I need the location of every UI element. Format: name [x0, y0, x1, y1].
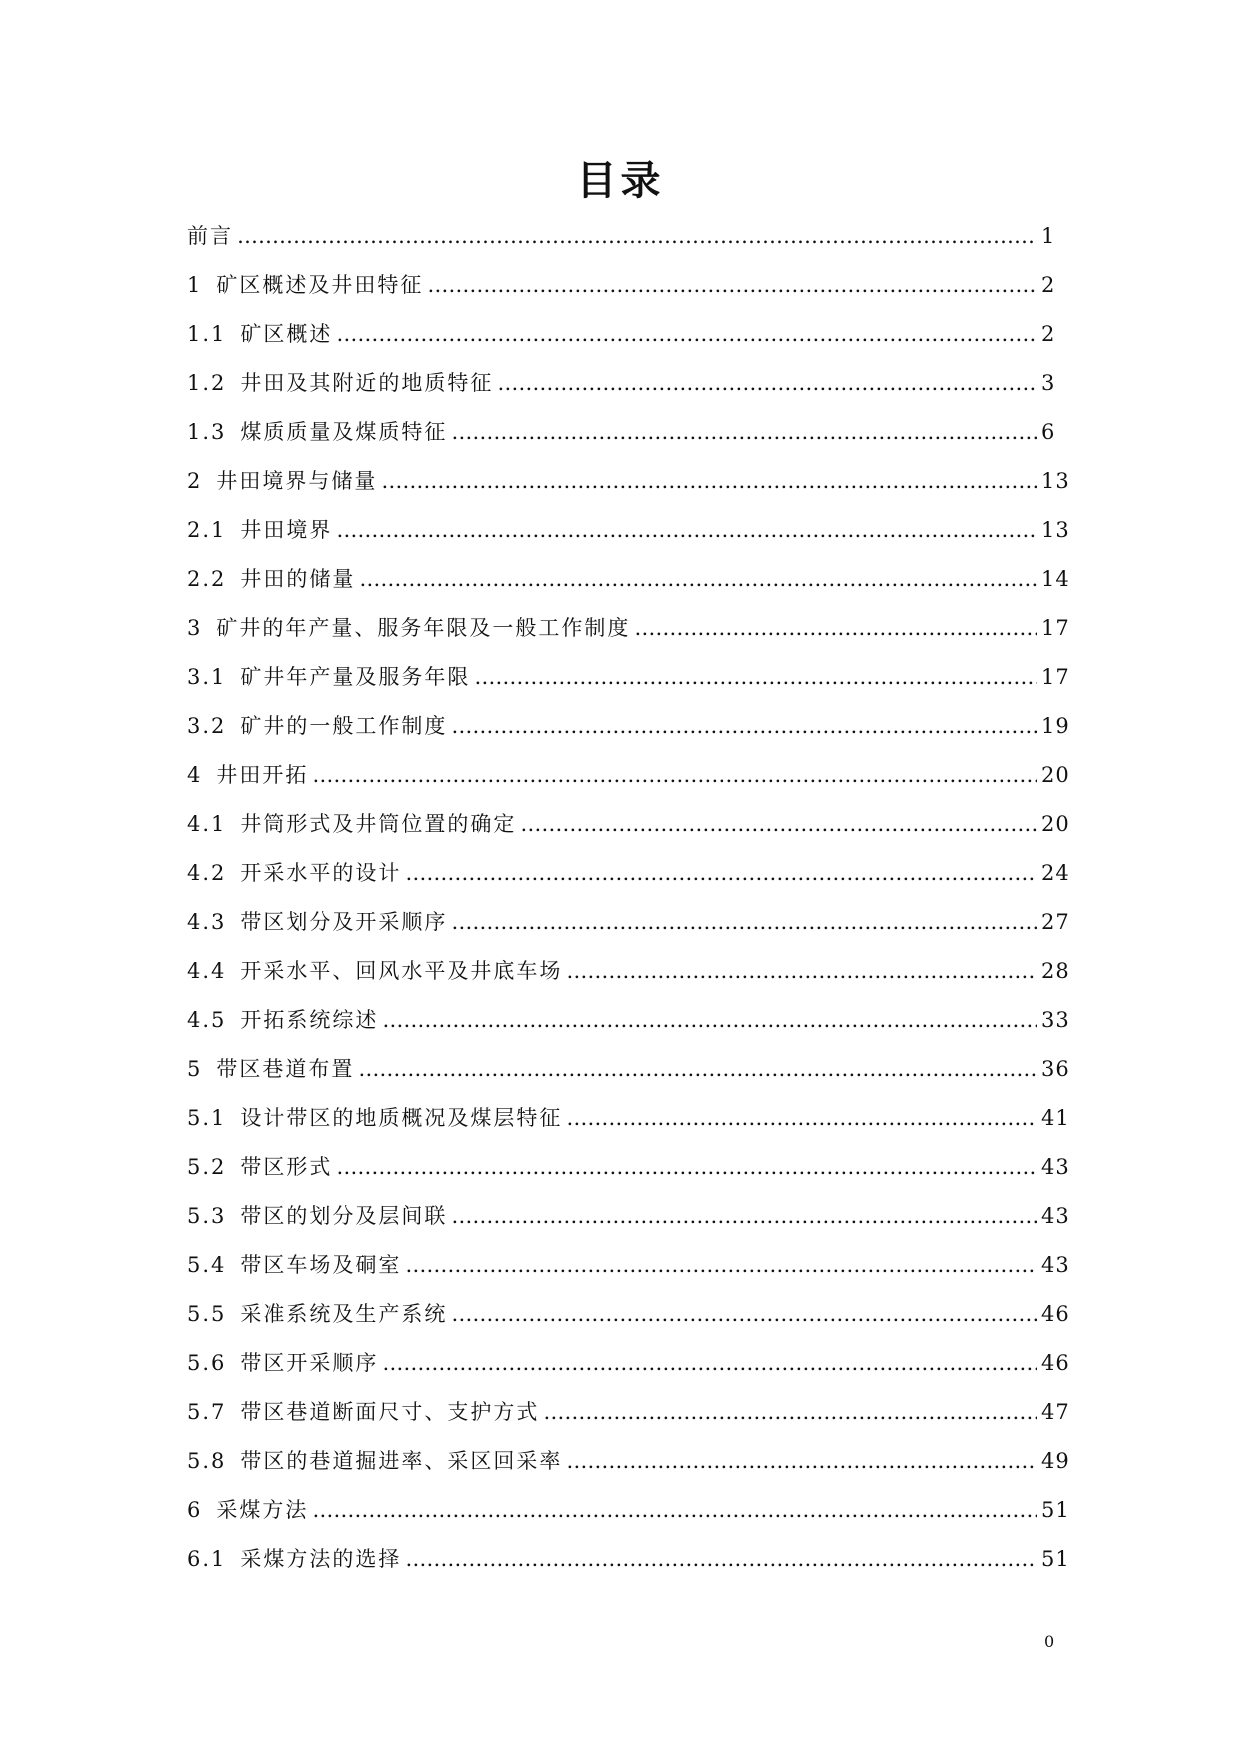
toc-entry-page: 24: [1041, 861, 1070, 885]
toc-entry-page: 33: [1041, 1008, 1070, 1032]
toc-leader-dots: [497, 371, 1037, 395]
toc-entry-number: 5.2: [187, 1155, 227, 1179]
toc-entry-number: 1: [187, 273, 203, 297]
toc-entry-page: 2: [1041, 322, 1056, 346]
toc-entry-page: 43: [1041, 1204, 1070, 1228]
toc-entry-label: 开采水平的设计: [240, 861, 402, 885]
toc-entry-page: 43: [1041, 1155, 1070, 1179]
toc-leader-dots: [382, 1351, 1037, 1375]
toc-entry-page: 6: [1041, 420, 1056, 444]
toc-entry[interactable]: [187, 269, 1055, 318]
toc-leader-dots: [451, 420, 1037, 444]
toc-entry-number: 3: [187, 616, 203, 640]
toc-entry-label: 采煤方法: [216, 1498, 309, 1522]
toc-entry-label: 井筒形式及井筒位置的确定: [240, 812, 517, 836]
toc-entry-number: 4.5: [187, 1008, 227, 1032]
toc-entry-number: 1.1: [187, 322, 227, 346]
toc-entry-number: 5.1: [187, 1106, 227, 1130]
toc-entry-page: 28: [1041, 959, 1070, 983]
toc-entry-number: 5.5: [187, 1302, 227, 1326]
toc-leader-dots: [451, 910, 1037, 934]
toc-entry-number: 5: [187, 1057, 203, 1081]
toc-entry-page: 51: [1041, 1498, 1070, 1522]
toc-leader-dots: [336, 518, 1037, 542]
toc-entry[interactable]: [187, 759, 1070, 808]
toc-entry-label: 前言: [187, 224, 233, 248]
toc-entry[interactable]: [187, 1494, 1070, 1543]
toc-entry-label: 采准系统及生产系统: [240, 1302, 448, 1326]
toc-entry[interactable]: [187, 1004, 1070, 1053]
toc-entry[interactable]: [187, 514, 1070, 563]
toc-entry[interactable]: [187, 906, 1070, 955]
toc-leader-dots: [451, 1204, 1037, 1228]
toc-entry-label: 井田境界与储量: [216, 469, 378, 493]
toc-entry-label: 煤质质量及煤质特征: [240, 420, 448, 444]
toc-entry[interactable]: [187, 563, 1070, 612]
toc-leader-dots: [312, 1498, 1037, 1522]
toc-entry-number: 4.2: [187, 861, 227, 885]
toc-entry-label: 井田及其附近的地质特征: [240, 371, 494, 395]
toc-entry-label: 带区巷道布置: [216, 1057, 355, 1081]
toc-entry-label: 开采水平、回风水平及井底车场: [240, 959, 563, 983]
toc-leader-dots: [358, 1057, 1037, 1081]
toc-entry-label: 矿区概述: [240, 322, 333, 346]
toc-entry[interactable]: [187, 1543, 1070, 1592]
toc-leader-dots: [474, 665, 1037, 689]
toc-leader-dots: [566, 959, 1037, 983]
toc-entry-label: 带区的划分及层间联: [240, 1204, 448, 1228]
toc-entry-label: 带区形式: [240, 1155, 333, 1179]
toc-leader-dots: [336, 322, 1037, 346]
toc-leader-dots: [566, 1449, 1037, 1473]
toc-entry-number: 1.2: [187, 371, 227, 395]
toc-entry-label: 矿井的一般工作制度: [240, 714, 448, 738]
toc-entry-number: 4.4: [187, 959, 227, 983]
toc-entry-number: 6.1: [187, 1547, 227, 1571]
toc-entry[interactable]: [187, 1396, 1070, 1445]
toc-entry-label: 设计带区的地质概况及煤层特征: [240, 1106, 563, 1130]
toc-leader-dots: [359, 567, 1037, 591]
page-title: 目录: [576, 158, 665, 204]
toc-entry[interactable]: [187, 367, 1055, 416]
toc-entry-page: 13: [1041, 518, 1070, 542]
toc-entry-number: 5.8: [187, 1449, 227, 1473]
toc-leader-dots: [634, 616, 1037, 640]
toc-entry-label: 井田境界: [240, 518, 333, 542]
toc-entry-number: 1.3: [187, 420, 227, 444]
toc-entry[interactable]: [187, 1445, 1070, 1494]
toc-entry-page: 17: [1041, 665, 1070, 689]
toc-entry-label: 矿井的年产量、服务年限及一般工作制度: [216, 616, 631, 640]
toc-entry-label: 采煤方法的选择: [240, 1547, 402, 1571]
toc-entry-number: 4.3: [187, 910, 227, 934]
toc-entry-page: 2: [1041, 273, 1056, 297]
toc-entry-label: 井田开拓: [216, 763, 309, 787]
toc-leader-dots: [543, 1400, 1037, 1424]
toc-leader-dots: [381, 469, 1037, 493]
toc-entry-page: 46: [1041, 1351, 1070, 1375]
toc-entry-page: 46: [1041, 1302, 1070, 1326]
toc-leader-dots: [382, 1008, 1037, 1032]
toc-entry-label: 矿井年产量及服务年限: [240, 665, 471, 689]
toc-entry-page: 3: [1041, 371, 1056, 395]
toc-leader-dots: [451, 1302, 1037, 1326]
toc-entry[interactable]: [187, 661, 1070, 710]
toc-leader-dots: [427, 273, 1037, 297]
toc-entry-page: 36: [1041, 1057, 1070, 1081]
toc-entry-label: 带区划分及开采顺序: [240, 910, 448, 934]
toc-leader-dots: [405, 1547, 1037, 1571]
toc-entry[interactable]: [187, 1298, 1070, 1347]
toc-entry[interactable]: [187, 1200, 1070, 1249]
toc-entry[interactable]: [187, 955, 1070, 1004]
toc-entry[interactable]: [187, 612, 1070, 661]
toc-leader-dots: [566, 1106, 1037, 1130]
toc-entry-page: 13: [1041, 469, 1070, 493]
toc-entry-number: 3.2: [187, 714, 227, 738]
toc-entry-number: 4.1: [187, 812, 227, 836]
toc-entry[interactable]: [187, 1151, 1070, 1200]
toc-leader-dots: [405, 861, 1037, 885]
page-number: 0: [1044, 1632, 1055, 1651]
toc-leader-dots: [520, 812, 1037, 836]
toc-entry-label: 带区的巷道掘进率、采区回采率: [240, 1449, 563, 1473]
toc-entry-number: 5.7: [187, 1400, 227, 1424]
toc-entry-number: 5.3: [187, 1204, 227, 1228]
toc-entry-number: 3.1: [187, 665, 227, 689]
toc-entry-number: 2.1: [187, 518, 227, 542]
toc-entry[interactable]: [187, 416, 1055, 465]
toc-entry-page: 17: [1041, 616, 1070, 640]
table-of-contents: [187, 220, 1070, 1592]
toc-entry-page: 41: [1041, 1106, 1070, 1130]
toc-entry-label: 矿区概述及井田特征: [216, 273, 424, 297]
toc-entry[interactable]: [187, 1102, 1070, 1151]
toc-entry[interactable]: [187, 465, 1070, 514]
toc-entry-number: 4: [187, 763, 203, 787]
toc-entry[interactable]: [187, 808, 1070, 857]
toc-entry-number: 2.2: [187, 567, 227, 591]
toc-entry[interactable]: [187, 857, 1070, 906]
toc-entry-page: 43: [1041, 1253, 1070, 1277]
toc-entry[interactable]: [187, 1053, 1070, 1102]
toc-leader-dots: [451, 714, 1037, 738]
toc-entry-label: 井田的储量: [240, 567, 356, 591]
toc-entry-page: 49: [1041, 1449, 1070, 1473]
toc-leader-dots: [336, 1155, 1037, 1179]
toc-entry-label: 带区巷道断面尺寸、支护方式: [240, 1400, 540, 1424]
toc-entry-number: 5.6: [187, 1351, 227, 1375]
toc-entry-label: 带区车场及硐室: [240, 1253, 402, 1277]
toc-entry[interactable]: [187, 1249, 1070, 1298]
toc-entry-number: 2: [187, 469, 203, 493]
toc-leader-dots: [237, 224, 1037, 248]
toc-entry-number: 6: [187, 1498, 203, 1522]
toc-entry[interactable]: [187, 318, 1055, 367]
toc-entry-page: 51: [1041, 1547, 1070, 1571]
toc-entry-number: 5.4: [187, 1253, 227, 1277]
toc-entry-page: 47: [1041, 1400, 1070, 1424]
toc-leader-dots: [312, 763, 1037, 787]
toc-entry-page: 20: [1041, 763, 1070, 787]
toc-entry[interactable]: [187, 710, 1070, 759]
toc-entry-page: 1: [1041, 224, 1056, 248]
toc-entry-page: 19: [1041, 714, 1070, 738]
toc-leader-dots: [405, 1253, 1037, 1277]
toc-entry-label: 带区开采顺序: [240, 1351, 379, 1375]
toc-entry-label: 开拓系统综述: [240, 1008, 379, 1032]
toc-entry-page: 20: [1041, 812, 1070, 836]
toc-entry-page: 14: [1041, 567, 1070, 591]
toc-entry-page: 27: [1041, 910, 1070, 934]
toc-entry[interactable]: [187, 1347, 1070, 1396]
toc-entry[interactable]: [187, 220, 1055, 269]
